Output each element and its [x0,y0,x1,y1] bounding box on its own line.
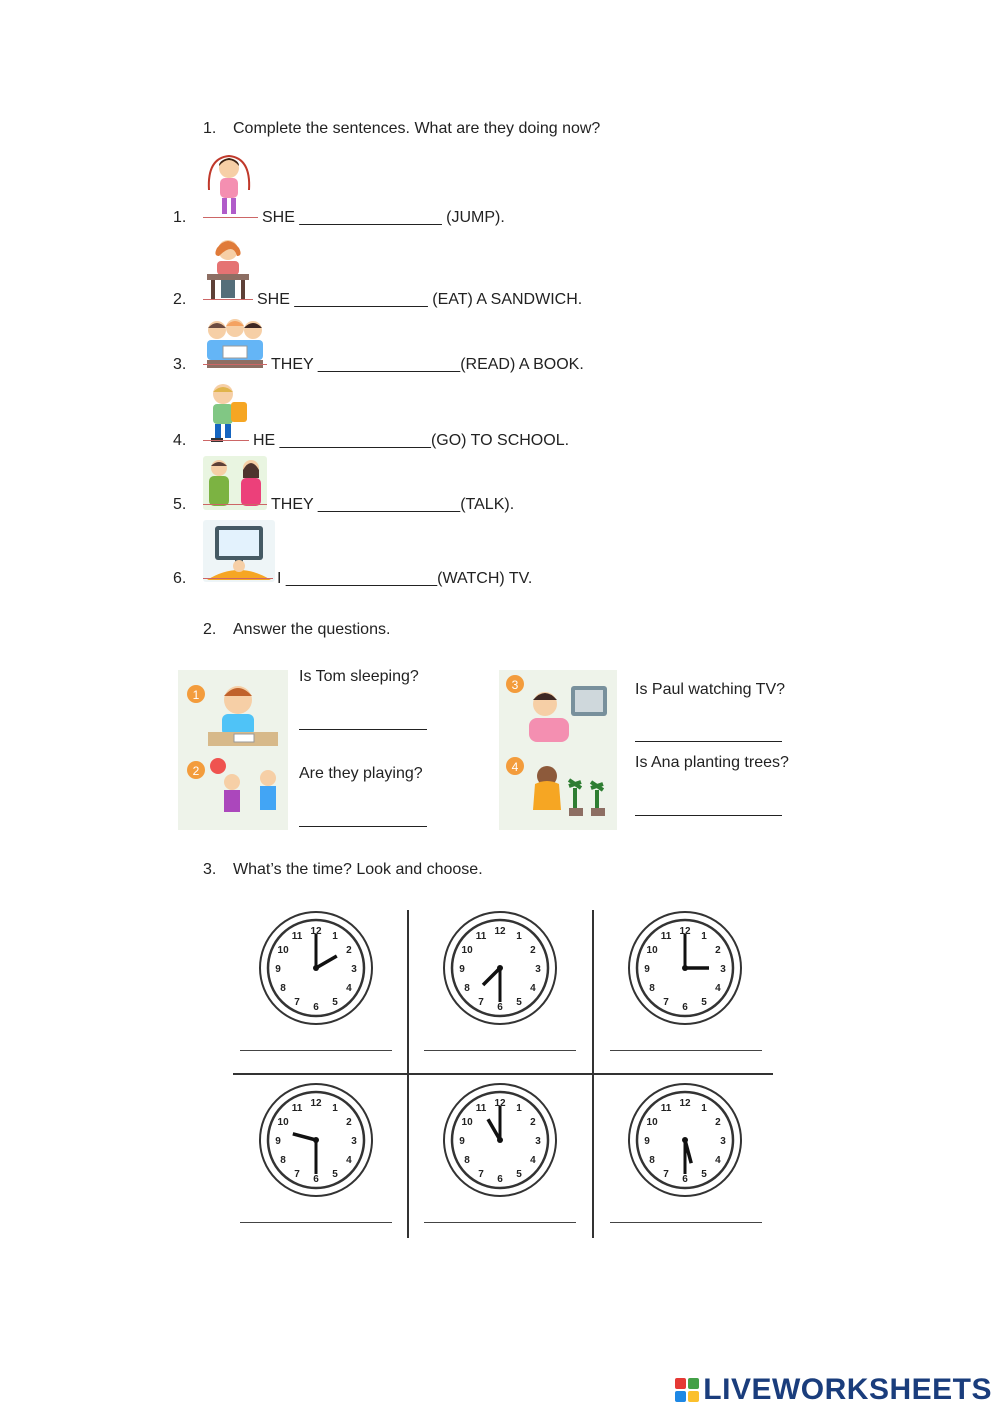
clock-numeral: 7 [294,996,300,1008]
clock-numeral: 6 [313,1002,319,1013]
svg-text:4: 4 [511,760,519,774]
clock-numeral: 12 [310,1098,322,1109]
svg-text:2: 2 [192,764,200,778]
section1-title: Complete the sentences. What are they doing now? [233,120,601,137]
clock-center [313,965,319,971]
clock-numeral: 5 [332,996,338,1008]
question-ana: Is Ana planting trees? [635,754,789,771]
clock-numeral: 11 [475,1103,487,1115]
clock [444,1084,556,1196]
clock-numeral: 9 [644,1136,650,1147]
clock-numeral: 1 [516,1103,522,1115]
clock-numeral: 1 [332,1103,338,1115]
clock-numeral: 1 [332,931,338,943]
clock-numeral: 4 [715,1155,721,1166]
clock-numeral: 4 [530,983,536,994]
clock-numeral: 8 [464,983,470,994]
clock-numeral: 10 [646,1117,658,1128]
clock-numeral: 11 [291,1103,303,1115]
clock-numeral: 3 [535,964,541,975]
item-sentence: THEY ________________(READ) A BOOK. [271,356,584,373]
clock-numeral: 2 [715,945,721,956]
clock-numeral: 2 [530,1117,536,1128]
clock-numeral: 12 [494,1098,506,1109]
item-number: 6. [173,570,187,587]
item-number: 4. [173,432,187,449]
clock-numeral: 10 [461,945,473,956]
clock-numeral: 4 [346,983,352,994]
question-playing: Are they playing? [299,765,423,782]
clock-numeral: 6 [497,1002,503,1013]
clock-numeral: 12 [679,1098,691,1109]
clock-numeral: 3 [720,1136,726,1147]
liveworksheets-logo [675,1373,992,1407]
clock-center [682,1137,688,1143]
item-number: 3. [173,356,187,373]
logo-icon [675,1378,699,1402]
clock-numeral: 7 [478,996,484,1008]
clock-center [682,965,688,971]
clock-numeral: 7 [294,1168,300,1180]
clock-answer-line [240,1050,392,1051]
clock-center [313,1137,319,1143]
clock-numeral: 3 [720,964,726,975]
item-sentence: HE _________________(GO) TO SCHOOL. [253,432,570,449]
clock-center [497,1137,503,1143]
clock-numeral: 4 [530,1155,536,1166]
clock [629,1084,741,1196]
item-number: 5. [173,496,187,513]
clock [260,912,372,1024]
clock-numeral: 6 [682,1174,688,1185]
clock-numeral: 8 [649,1155,655,1166]
item-sentence: I _________________(WATCH) TV. [277,570,533,587]
item-sentence: THEY ________________(TALK). [271,496,515,513]
clock-answer-line [240,1222,392,1223]
clock-numeral: 11 [660,931,672,943]
item-number: 2. [173,291,187,308]
clock-numeral: 3 [351,964,357,975]
clock-numeral: 8 [649,983,655,994]
clock-numeral: 2 [346,945,352,956]
clock-answer-line [424,1050,576,1051]
item-sentence: SHE _______________ (EAT) A SANDWICH. [257,291,583,308]
clock-answer-line [424,1222,576,1223]
clock-numeral: 6 [682,1002,688,1013]
item-sentence: SHE ________________ (JUMP). [262,209,505,226]
clock-numeral: 10 [646,945,658,956]
clock-answer-line [610,1050,762,1051]
clock-numeral: 1 [701,1103,707,1115]
clock-numeral: 3 [535,1136,541,1147]
svg-text:3: 3 [511,678,519,692]
section2-number: 2. [203,621,217,638]
clock-numeral: 5 [516,996,522,1008]
clock-numeral: 12 [494,926,506,937]
clock-numeral: 1 [701,931,707,943]
clock-numeral: 9 [275,964,281,975]
item-number: 1. [173,209,187,226]
clock-numeral: 6 [497,1174,503,1185]
clock-numeral: 10 [277,1117,289,1128]
clock-numeral: 5 [701,996,707,1008]
clock-numeral: 7 [663,996,669,1008]
clock-numeral: 2 [715,1117,721,1128]
clock-numeral: 8 [280,983,286,994]
clock-numeral: 10 [461,1117,473,1128]
clock-numeral: 8 [280,1155,286,1166]
clock-numeral: 11 [475,931,487,943]
question-paul: Is Paul watching TV? [635,681,786,698]
clock-numeral: 4 [715,983,721,994]
section2-title: Answer the questions. [233,621,391,638]
clock-numeral: 12 [310,926,322,937]
clock [629,912,741,1024]
clock-numeral: 9 [459,1136,465,1147]
clock-answer-line [610,1222,762,1223]
brand-name: LIVEWORKSHEETS [703,1373,992,1406]
section3-title: What’s the time? Look and choose. [233,861,483,878]
clock-numeral: 11 [660,1103,672,1115]
clock [444,912,556,1024]
clock-numeral: 9 [275,1136,281,1147]
section3-number: 3. [203,861,217,878]
clock-numeral: 6 [313,1174,319,1185]
clock-numeral: 9 [644,964,650,975]
clock-numeral: 5 [516,1168,522,1180]
question-tom: Is Tom sleeping? [299,668,419,685]
clock-numeral: 8 [464,1155,470,1166]
clock-numeral: 7 [663,1168,669,1180]
clock-numeral: 4 [346,1155,352,1166]
clock-numeral: 12 [679,926,691,937]
clock-numeral: 10 [277,945,289,956]
clock-numeral: 9 [459,964,465,975]
clock-numeral: 2 [530,945,536,956]
section1-number: 1. [203,120,217,137]
clock-numeral: 5 [332,1168,338,1180]
clock-center [497,965,503,971]
clock-numeral: 3 [351,1136,357,1147]
clock-numeral: 2 [346,1117,352,1128]
clock [260,1084,372,1196]
clock-numeral: 7 [478,1168,484,1180]
svg-text:1: 1 [192,688,200,702]
clock-numeral: 5 [701,1168,707,1180]
clock-numeral: 1 [516,931,522,943]
clock-numeral: 11 [291,931,303,943]
